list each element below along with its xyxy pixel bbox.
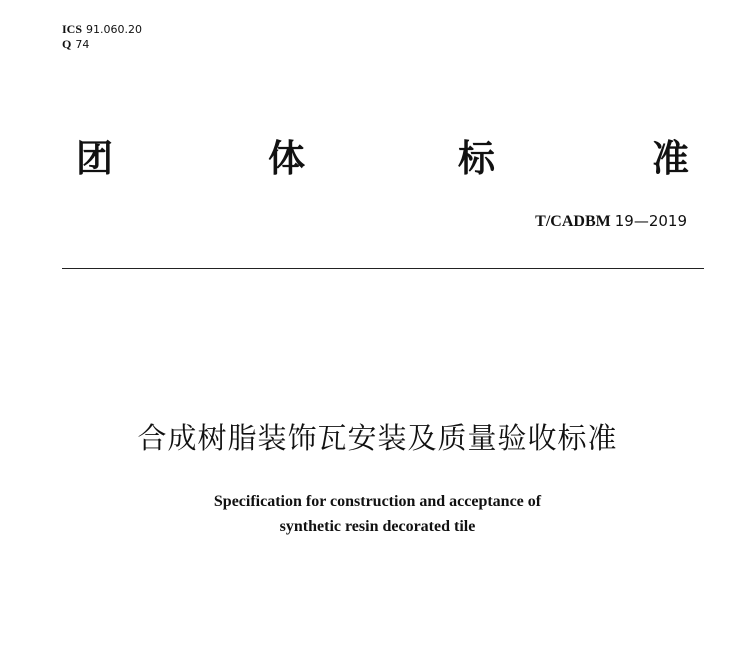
standard-number-prefix: T/CADBM xyxy=(535,213,611,230)
standard-type-char-3: 标 xyxy=(458,137,495,180)
standard-type-char-2: 体 xyxy=(268,137,305,180)
classification-codes xyxy=(62,22,142,52)
ccs-code xyxy=(62,37,142,52)
document-title-en xyxy=(0,489,755,539)
ccs-label: Q xyxy=(62,37,72,51)
document-title-zh: 合成树脂装饰瓦安装及质量验收标准 xyxy=(137,421,618,455)
ccs-value: 74 xyxy=(75,38,90,51)
header-divider xyxy=(62,268,704,269)
ics-label: ICS xyxy=(62,22,83,36)
document-title-en-line-1: Specification for construction and acceptance of xyxy=(213,493,542,510)
standard-type-char-1: 团 xyxy=(76,137,113,180)
ics-value: 91.060.20 xyxy=(86,23,142,36)
standard-type-char-4: 准 xyxy=(652,137,689,180)
standard-number xyxy=(535,212,687,231)
standard-number-value: 19—2019 xyxy=(614,212,687,230)
document-title-en-line-2: synthetic resin decorated tile xyxy=(279,518,476,535)
standard-type-heading xyxy=(62,134,704,184)
ics-code xyxy=(62,22,142,37)
